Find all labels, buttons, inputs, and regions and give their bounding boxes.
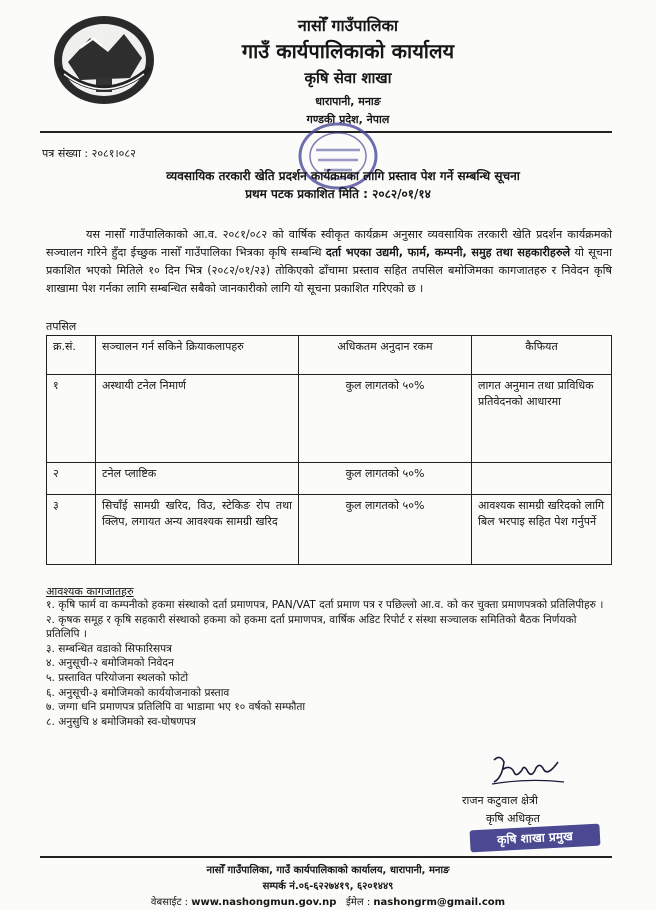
email-label: ईमेल :: [346, 897, 371, 908]
notice-body-eligible: दर्ता भएका उद्यमी, फार्म, कम्पनी, समुह तथा सहकारीहरुले: [325, 246, 571, 259]
cell-grant: कुल लागतको ५०%: [299, 463, 472, 495]
documents-title: आवश्यक कागजातहरु: [46, 585, 134, 598]
cell-sn: १: [47, 375, 96, 463]
signatory-name: राजन कटुवाल क्षेत्री: [462, 794, 538, 807]
activity-table: [46, 335, 612, 565]
table-row: [47, 463, 612, 495]
publication-date: प्रथम पटक प्रकाशित मिति : २०८२/०१/१४: [245, 187, 431, 201]
list-item: ८. अनुसुचि ४ बमोजिमको स्व-घोषणपत्र: [46, 715, 196, 728]
cell-remarks: आवश्यक सामग्री खरिदको लागि बिल भरपाइ सहित पेश गर्नुपर्ने: [472, 495, 612, 565]
office-province: गण्डकी प्रदेश, नेपाल: [306, 113, 390, 126]
notice-body: [46, 226, 612, 298]
footer-address: नासोँ गाउँपालिका, गाउँ कार्यपालिकाको कार्यालय, धारापानी, मनाङ: [206, 865, 450, 876]
section-name: कृषि सेवा शाखा: [304, 69, 392, 87]
list-item: ३. सम्बन्धित वडाको सिफारिसपत्र: [46, 642, 172, 655]
signatory-stamp: कृषि शाखा प्रमुख: [470, 824, 601, 853]
table-row: [47, 495, 612, 565]
notice-body-part1: यस नासोँ गाउँपालिकाको आ.व. २०८१/०८२ को वार्षिक स्वीकृत कार्यक्रम अनुसार व्यवसायिक तरकारी खेति प्रदर्शन कार्यक्रमको सञ्चालन गरिने हुँदा ईच्छुक नासोँ गाउँपालिका भित्रका कृषि सम्बन्धि: [46, 228, 612, 259]
table-header-row: [47, 336, 612, 375]
footer-divider: [40, 856, 612, 858]
header-sn: क्र.सं.: [47, 336, 96, 375]
office-location: धारापानी, मनाङ: [315, 95, 381, 108]
email-link[interactable]: nashongrm@gmail.com: [373, 897, 506, 908]
cell-grant: कुल लागतको ५०%: [299, 495, 472, 565]
list-item: ५. प्रस्तावित परियोजना स्थलको फोटो: [46, 671, 189, 684]
handwritten-signature: [488, 752, 566, 788]
header-remarks: कैफियत: [472, 336, 612, 375]
cell-sn: २: [47, 463, 96, 495]
cell-activity: सिचाँई सामग्री खरिद, विउ, स्टेकिङ रोप तथा क्लिप, लगायत अन्य आवश्यक सामग्री खरिद: [96, 495, 299, 565]
documents-list: [46, 598, 606, 729]
notice-body-part2: यो सूचना प्रकाशित भएको मितिले १० दिन भित्र (२०८२/०१/२३) तोकिएको ढाँचामा प्रस्ताव सहित तपसिल बमोजिमका कागजातहरु र निवेदन कृषि शाखामा पेश गर्नका लागि सम्बन्धित सबैको जानकारीको लागि यो सूचना प्रकाशित गरिएको छ ।: [46, 246, 612, 295]
signatory-title: कृषि अधिकृत: [486, 812, 540, 825]
office-name: गाउँ कार्यपालिकाको कार्यालय: [241, 39, 455, 63]
list-item: ४. अनुसूची-२ बमोजिमको निवेदन: [46, 657, 174, 670]
cell-activity: टनेल प्लाष्टिक: [96, 463, 299, 495]
footer-web-email: [0, 894, 656, 908]
notice-subject: व्यवसायिक तरकारी खेति प्रदर्शन कार्यक्रमका लागि प्रस्ताव पेश गर्ने सम्बन्धि सूचना: [166, 169, 520, 183]
table-row: [47, 375, 612, 463]
cell-activity: अस्थायी टनेल निमार्ण: [96, 375, 299, 463]
list-item: ७. जग्गा धनि प्रमाणपत्र प्रतिलिपि वा भाडामा भए १० वर्षको सम्फौता: [46, 701, 306, 714]
list-item: ६. अनुसूची-३ बमोजिमको कार्ययोजनाको प्रस्ताव: [46, 686, 230, 699]
footer-contact: सम्पर्क नं.०६-६२२७४१९, ६२०१४४९: [262, 881, 394, 892]
list-item: १. कृषि फार्म वा कम्पनीको हकमा संस्थाको दर्ता प्रमाणपत्र, PAN/VAT दर्ता प्रमाण पत्र र पछिल्लो आ.व. को कर चुक्ता प्रमाणपत्रको प्रतिलिपीहरु ।: [46, 599, 604, 611]
municipality-name: नासोँ गाउँपालिका: [297, 16, 399, 35]
cell-remarks: लागत अनुमान तथा प्राविधिक प्रतिवेदनको आधारमा: [472, 375, 612, 463]
website-link[interactable]: www.nashongmun.gov.np: [191, 897, 337, 908]
reference-number: पत्र संख्या : २०८१।०८२: [42, 147, 136, 160]
list-item: २. कृषक समूह र कृषि सहकारी संस्थाको हकमा को हकमा दर्ता प्रमाणपत्र, वार्षिक अडिट रिपोर्ट र संस्था सञ्चालक समितिको बैठक निर्णयको प्रतिलिपि ।: [46, 613, 577, 641]
header-grant: अधिकतम अनुदान रकम: [299, 336, 472, 375]
website-label: वेबसाईट :: [150, 897, 189, 908]
header-activity: सञ्चालन गर्न सकिने क्रियाकलापहरु: [96, 336, 299, 375]
cell-remarks: [472, 463, 612, 495]
cell-sn: ३: [47, 495, 96, 565]
cell-grant: कुल लागतको ५०%: [299, 375, 472, 463]
table-label: तपसिल: [46, 320, 77, 333]
